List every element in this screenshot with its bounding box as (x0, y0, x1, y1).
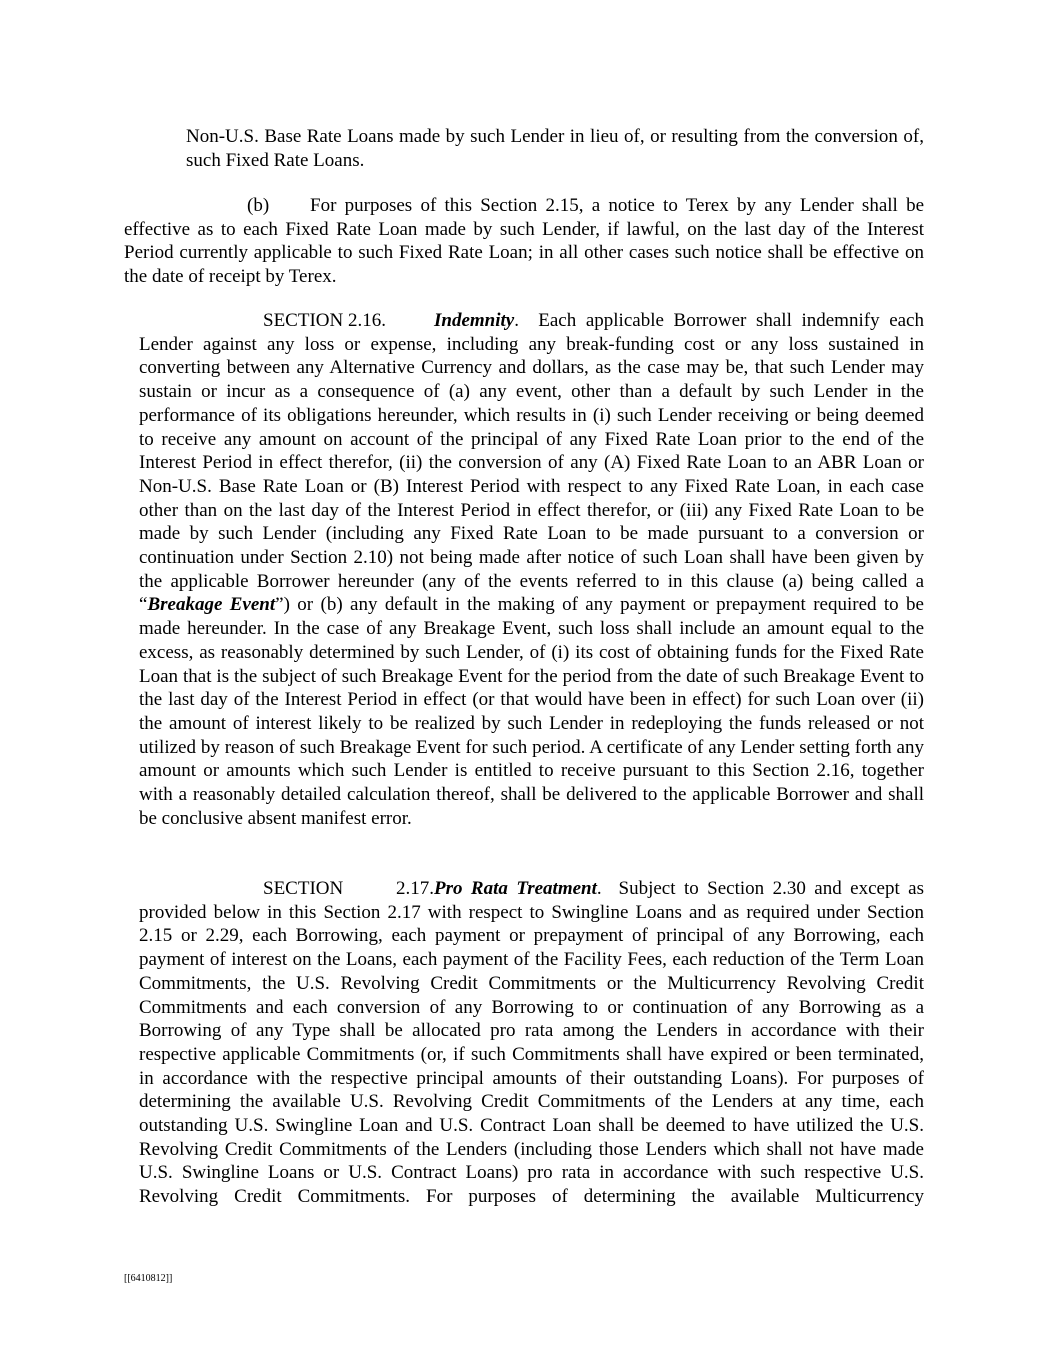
paragraph-a-continuation (186, 125, 924, 172)
section-2-17 (139, 877, 924, 1209)
section-2-17-heading: Pro Rata Treatment (434, 878, 597, 899)
paragraph-b-text: For purposes of this Section 2.15, a notice to Terex by any Lender shall be effective as to each Fixed Rate Loan made by such Lender, if lawful, on the last day of the Interest Period currently applicable to such Fixed Rate Loan; in all other cases such notice shall be effective on the date of receipt by Terex. (124, 195, 924, 288)
section-2-16 (139, 309, 924, 830)
defined-term-breakage-event: Breakage Event (147, 594, 276, 616)
document-id-footer: [[6410812]] (124, 1273, 173, 1284)
section-2-16-heading: Indemnity (434, 310, 515, 331)
section-2-16-text-1: Each applicable Borrower shall indemnify each Lender against any loss or expense, including any break-funding cost or any loss sustained in converting between any Alternative Currency and dollars, as the case may be, that such Lender may sustain or incur as a consequence of (a) any event, other than a default by such Lender in the performance of its obligations hereunder, which results in (i) such Lender receiving or being deemed to receive any amount on account of the principal of any Fixed Rate Loan prior to the end of the Interest Period in effect therefor, (ii) the conversion of any (A) Fixed Rate Loan to an ABR Loan or Non-U.S. Base Rate Loan or (B) Interest Period with respect to any Fixed Rate Loan, in each case other than on the last day of the Interest Period in effect therefor, or (iii) any Fixed Rate Loan to be made by such Lender (including any Fixed Rate Loan to be made pursuant to a conversion or continuation under Section 2.10) not being made after notice of such Loan shall have been given by the applicable Borrower hereunder (any of the events referred to in this clause (a) being called a “ (139, 310, 924, 616)
section-2-16-heading-punct: . (514, 310, 519, 331)
section-2-17-number: SECTION 2.17. (263, 878, 434, 899)
section-2-16-text-2: ”) or (b) any default in the making of any payment or prepayment required to be made hereunder. In the case of any Breakage Event, such loss shall include an amount equal to the excess, as reasonably determined by such Lender, of (i) its cost of obtaining funds for the Fixed Rate Loan that is the subject of such Breakage Event for the period from the date of such Breakage Event to the last day of the Interest Period in effect (or that would have been in effect) for such Loan over (ii) the amount of interest likely to be realized by such Lender in redeploying the funds released or not utilized by reason of such Breakage Event for such period. A certificate of any Lender setting forth any amount or amounts which such Lender is entitled to receive pursuant to this Section 2.16, together with a reasonably detailed calculation thereof, shall be delivered to the applicable Borrower and shall be conclusive absent manifest error. (139, 594, 924, 829)
paragraph-b (124, 194, 924, 289)
paragraph-a-text: Non-U.S. Base Rate Loans made by such Lender in lieu of, or resulting from the conversion of, such Fixed Rate Loans. (186, 126, 924, 171)
section-2-16-number: SECTION 2.16. (263, 310, 386, 331)
section-2-17-heading-punct: . (596, 878, 602, 899)
section-2-17-text: Subject to Section 2.30 and except as provided below in this Section 2.17 with respect to Swingline Loans and as required under Section 2.15 or 2.29, each Borrowing, each payment or prepayment of principal of any Borrowing, each payment of interest on the Loans, each payment of the Facility Fees, each reduction of the Term Loan Commitments, the U.S. Revolving Credit Commitments or the Multicurrency Revolving Credit Commitments and each conversion of any Borrowing to or continuation of any Borrowing as a Borrowing of any Type shall be allocated pro rata among the Lenders in accordance with their respective applicable Commitments (or, if such Commitments shall have expired or been terminated, in accordance with the respective principal amounts of their outstanding Loans). For purposes of determining the available U.S. Revolving Credit Commitments of the Lenders at any time, each outstanding U.S. Swingline Loan and U.S. Contract Loan shall be deemed to have utilized the U.S. Revolving Credit Commitments of the Lenders (including those Lenders which shall not have made U.S. Swingline Loans or U.S. Contract Loans) pro rata in accordance with such respective U.S. Revolving Credit Commitments. For purposes of determining the available Multicurrency (139, 878, 924, 1208)
paragraph-b-label: (b) (247, 195, 270, 216)
